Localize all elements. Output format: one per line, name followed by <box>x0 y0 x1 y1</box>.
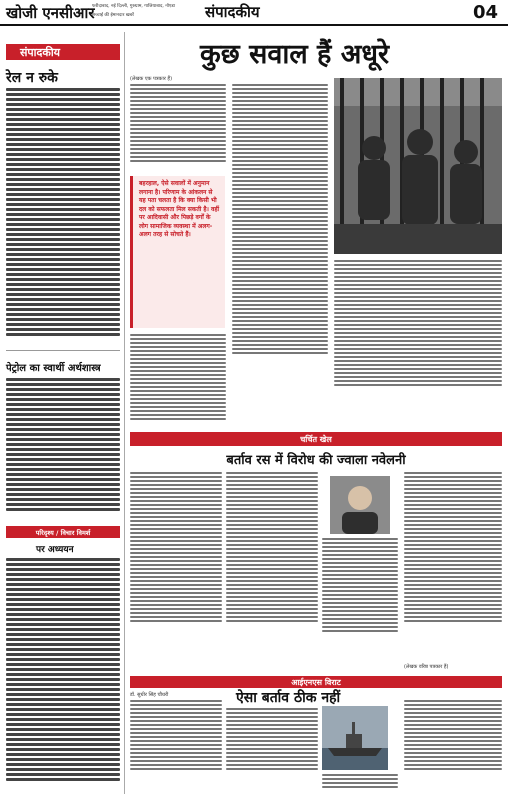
bottom-col-3 <box>322 774 398 794</box>
page-number: 04 <box>473 2 499 23</box>
middle-col-2 <box>226 472 318 668</box>
main-col-3 <box>334 260 502 426</box>
section-title: संपादकीय <box>205 3 260 21</box>
left-guest-label: परिदृश्य / विचार विमर्श <box>6 526 120 538</box>
middle-col-3 <box>322 538 398 668</box>
story-photo <box>334 78 502 254</box>
middle-col-4 <box>404 472 502 668</box>
bottom-photo <box>322 706 388 770</box>
middle-banner: चर्चित खेल <box>130 432 502 446</box>
left-headline-1: रेल न रुके <box>6 70 58 86</box>
masthead-tagline: सच्चाई की ईमानदार खबरें <box>92 13 134 18</box>
masthead-dateline: फरीदाबाद, नई दिल्ली, गुरुग्राम, गाजियाबाद, नोएडा <box>92 4 175 9</box>
pull-quote-text: बहरहाल, ऐसे सवालों में अनुमान लगाना है। परिणाम के आंकलन से यह पता चलता है कि क्या किसी भी दल को सफलता मिल सकती है। वहीं पर आदिवासी और पिछड़े वर्गों के लोग सामाजिक व्यवस्था में अलग-अलग तरह से सोचते हैं। <box>139 180 220 238</box>
left-headline-2: पेट्रोल का स्वार्थी अर्थशास्त्र <box>6 363 101 374</box>
middle-photo <box>330 476 390 534</box>
middle-headline: बर्ताव रस में विरोध की ज्वाला नवेलनी <box>226 453 406 468</box>
bottom-col-2 <box>226 708 318 794</box>
bottom-headline: ऐसा बर्ताव ठीक नहीं <box>236 690 341 706</box>
main-col-2 <box>232 84 328 424</box>
pull-quote-box <box>130 176 225 328</box>
left-divider <box>6 350 120 351</box>
author-line: (लेखक एक पत्रकार हैं) <box>130 76 173 82</box>
main-col-1 <box>130 84 226 172</box>
masthead <box>0 0 508 26</box>
bottom-byline: डॉ. सुधीर सिंह चौधरी <box>130 692 169 698</box>
brand-logo: खोजी एनसीआर <box>6 4 95 22</box>
bottom-banner: आईएनएस विराट <box>130 676 502 688</box>
bottom-col-1 <box>130 700 222 794</box>
left-article-3-body <box>6 558 120 794</box>
left-article-1-body <box>6 88 120 346</box>
left-section-label: संपादकीय <box>6 44 120 60</box>
bottom-col-4 <box>404 700 502 794</box>
left-headline-3: पर अध्ययन <box>36 545 74 555</box>
middle-col-1 <box>130 472 222 668</box>
left-column <box>6 32 120 794</box>
prisoner-photo-illustration <box>334 78 502 254</box>
main-col-1b <box>130 334 226 434</box>
main-headline: कुछ सवाल हैं अधूरे <box>200 39 390 70</box>
portrait-illustration <box>330 476 390 534</box>
ship-illustration <box>322 706 388 770</box>
middle-byline: (लेखक वरिष्ठ पत्रकार हैं) <box>404 664 449 670</box>
column-rule <box>124 32 125 794</box>
left-article-2-body <box>6 378 120 516</box>
